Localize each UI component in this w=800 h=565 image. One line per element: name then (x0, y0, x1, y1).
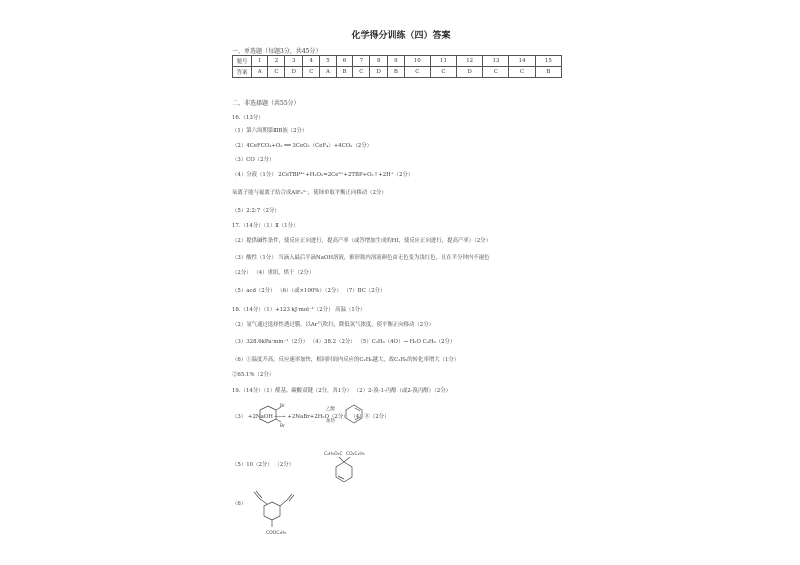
answer-table (232, 55, 562, 78)
answer-line: （3）CO（2分） (232, 157, 275, 163)
question-number-cell: 15 (535, 56, 561, 67)
answer-cell: C (303, 67, 320, 78)
question-number-cell: 8 (370, 56, 388, 67)
answer-cell: D (285, 67, 303, 78)
answer-cell: C (353, 67, 370, 78)
question-number-cell: 7 (353, 56, 370, 67)
dibromocyclohexane-structure (256, 400, 286, 430)
answer-cell: A (252, 67, 268, 78)
answer-cell: C (430, 67, 456, 78)
question-number-cell: 5 (320, 56, 336, 67)
question-number-cell: 3 (285, 56, 303, 67)
answer-line: （3） +2NaOH ──→ +2NaBr+2H₂O（2分） （4）⑧（2分） (232, 414, 390, 420)
answer-line: （4）分液（1分） 2CeTBP⁴⁺+H₂O₂=2Ce³⁺+2TBP+O₂↑+2H⁺（2分） (232, 172, 414, 178)
question-number-cell: 2 (268, 56, 285, 67)
answer-cell: A (320, 67, 336, 78)
br-label: Br (280, 424, 285, 429)
diene-ester-structure (252, 490, 312, 540)
answer-cell: C (404, 67, 430, 78)
answer-line: 17.（14分）（1）Ⅱ（1分） (232, 223, 299, 229)
section-1-heading: 一、单选题（每题3分，共45分） (232, 48, 322, 55)
answer-line: 18.（14分）（1）+123 kJ·mol⁻¹（2分） 高温（1分） (232, 307, 366, 313)
answer-line: （3）328.6kPa·min⁻¹（2分） （4）38.2（2分） （5）C₂H₆（4O）→ H₂O C₂H₆（2分） (232, 339, 456, 345)
answer-line: （2）提供碱性条件，使反应正向进行，提高产率（或答增加生成的HI，使反应正向进行，提高产率）（2分） (232, 238, 491, 244)
answer-cell: D (370, 67, 388, 78)
row-label: 题号 (233, 56, 252, 67)
question-number-cell: 10 (404, 56, 430, 67)
question-number-cell: 1 (252, 56, 268, 67)
answer-line: （5）acd（2分） （6）（或×100%）（2分） （7）BC（2分） (232, 288, 386, 294)
row-label: 答案 (233, 67, 252, 78)
question-number-cell: 6 (336, 56, 353, 67)
arrow-label-top: 乙醇 (326, 407, 335, 412)
answer-line: （2）4CeFCO₃+O₂ ══ 3CeO₂（CeF₄）+4CO₂（2分） (232, 143, 372, 149)
answer-line: （6）①温度升高，反应速率加快，相同时间内反应的C₂H₆越大，故C₂H₆的转化率增大（1分） (232, 357, 460, 363)
answer-line: 氧离子能与氟离子结合成AlF₆³⁻，使铈单取平衡正向移动（2分） (232, 190, 387, 196)
answer-line: （5）2:2:7（2分） (232, 208, 280, 214)
question-number-cell: 11 (430, 56, 456, 67)
br-label: Br (280, 404, 285, 409)
answer-line: （3）酸性（1分） 当滴入最后半滴NaOH溶液，锥形瓶内溶液颜色由无色变为浅红色，且在半分钟内不褪色 (232, 255, 490, 261)
answer-cell: C (483, 67, 509, 78)
answer-cell: C (509, 67, 535, 78)
answer-line: 19.（14分）（1）醛基、碳酸双键（2分，各1分） （2）2-溴-1-丙醇（或2-溴丙醇）（2分） (232, 388, 451, 394)
diester-structure (322, 450, 368, 490)
question-number-cell: 13 (483, 56, 509, 67)
answer-line: 16.（13分） (232, 115, 264, 121)
arrow-label-bottom: 加热 (326, 419, 335, 424)
answer-cell: B (336, 67, 353, 78)
answer-sheet (222, 20, 580, 545)
question-number-cell: 12 (457, 56, 483, 67)
answer-cell: B (535, 67, 561, 78)
answer-line: ②65.1%（2分） (232, 372, 275, 378)
number-row (233, 56, 562, 67)
question-number-cell: 9 (388, 56, 405, 67)
answer-cell: D (457, 67, 483, 78)
ester-label: COOC₂H₅ (266, 531, 287, 536)
answer-line: （2分） （4）重组，烘干（2分） (232, 270, 315, 276)
answer-line: （5）10（2分） （2分） (232, 462, 294, 468)
answer-line: （6） (232, 501, 247, 507)
answer-row (233, 67, 562, 78)
question-number-cell: 14 (509, 56, 535, 67)
cyclohexadiene-structure (342, 402, 366, 426)
answer-cell: C (268, 67, 285, 78)
answer-line: （1）第六周期第ⅢB族（2分） (232, 128, 308, 134)
ester-label: C₂H₅O₂C (324, 452, 343, 457)
answer-cell: B (388, 67, 405, 78)
page-title: 化学得分训练（四）答案 (351, 31, 451, 41)
answer-line: （2）氢气通过选择性透过膜，以Ar气吹扫，降低氢气浓度，使平衡正向移动（2分） (232, 322, 435, 328)
section-2-heading: 二、非选择题（共55分） (232, 100, 300, 107)
question-number-cell: 4 (303, 56, 320, 67)
ester-label: CO₂C₂H₅ (346, 452, 365, 457)
